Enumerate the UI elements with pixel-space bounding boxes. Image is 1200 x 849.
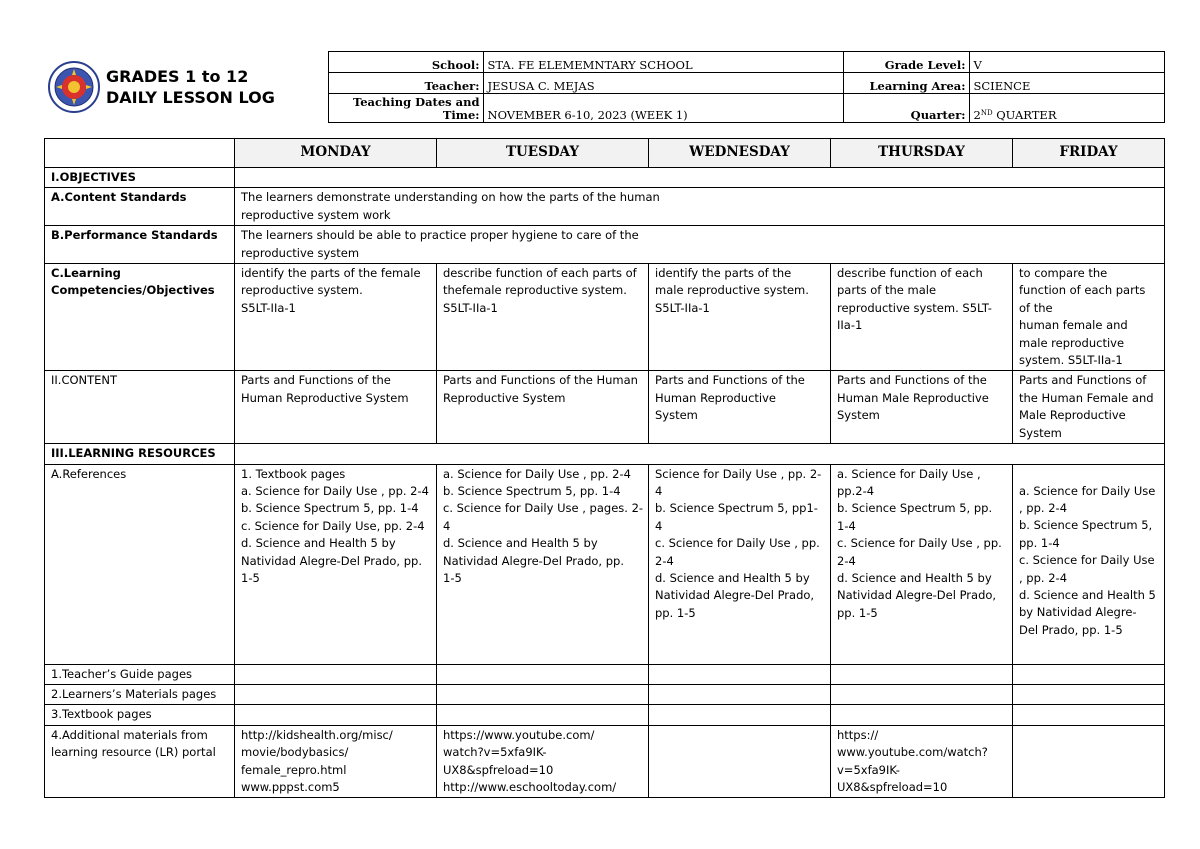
references-friday: a. Science for Daily Use , pp. 2-4 b. Science Spectrum 5, pp. 1-4 c. Science for Daily Use , pp. 2-4 d. Science and Health 5 by Natividad Alegre- Del Prado, pp. 1-5 <box>1013 464 1165 664</box>
references-label: A.References <box>45 464 235 664</box>
title-line-1: GRADES 1 to 12 <box>106 67 249 86</box>
content-monday: Parts and Functions of the Human Reproductive System <box>235 371 437 444</box>
quarter-label: Quarter: <box>843 94 969 123</box>
competency-thursday: describe function of each parts of the male reproductive system. S5LT- IIa-1 <box>831 264 1013 371</box>
header-table <box>44 51 1165 123</box>
blank-header-cell <box>45 139 235 168</box>
content-wednesday: Parts and Functions of the Human Reproductive System <box>649 371 831 444</box>
quarter-number: 2 <box>973 108 981 122</box>
learners-materials-row <box>45 684 1165 704</box>
school-label: School: <box>328 52 483 73</box>
performance-standards-label: B.Performance Standards <box>45 226 235 264</box>
day-header-row <box>45 139 1165 168</box>
references-monday: 1. Textbook pages a. Science for Daily Use , pp. 2-4 b. Science Spectrum 5, pp. 1-4 c. Science for Daily Use, pp. 2-4 d. Science and Health 5 by Natividad Alegre-Del Prado, pp. 1-5 <box>235 464 437 664</box>
quarter-value <box>969 94 1164 123</box>
additional-materials-label: 4.Additional materials from learning resource (LR) portal <box>45 725 235 798</box>
day-tuesday: TUESDAY <box>437 139 649 168</box>
textbook-pages-row <box>45 705 1165 725</box>
logo-cell <box>44 52 328 123</box>
competencies-row <box>45 264 1165 371</box>
content-friday: Parts and Functions of the Human Female and Male Reproductive System <box>1013 371 1165 444</box>
references-thursday: a. Science for Daily Use , pp.2-4 b. Science Spectrum 5, pp. 1-4 c. Science for Daily Use , pp. 2-4 d. Science and Health 5 by Natividad Alegre-Del Prado, pp. 1-5 <box>831 464 1013 664</box>
content-row <box>45 371 1165 444</box>
title-line-2: DAILY LESSON LOG <box>106 88 275 107</box>
teaching-dates-value: NOVEMBER 6-10, 2023 (WEEK 1) <box>483 94 843 123</box>
day-monday: MONDAY <box>235 139 437 168</box>
additional-monday: http://kidshealth.org/misc/ movie/bodybasics/ female_repro.html www.pppst.com5 <box>235 725 437 798</box>
additional-friday <box>1013 725 1165 798</box>
competency-wednesday: identify the parts of the male reproductive system. S5LT-IIa-1 <box>649 264 831 371</box>
learning-area-label: Learning Area: <box>843 73 969 94</box>
competency-tuesday: describe function of each parts of thefemale reproductive system. S5LT-IIa-1 <box>437 264 649 371</box>
additional-tuesday: https://www.youtube.com/ watch?v=5xfa9IK- UX8&spfreload=10 http://www.eschooltoday.com/ <box>437 725 649 798</box>
content-standards-text: The learners demonstrate understanding on how the parts of the human reproductive system work <box>235 188 1165 226</box>
competency-monday: identify the parts of the female reproductive system. S5LT-IIa-1 <box>235 264 437 371</box>
learning-resources-label: III.LEARNING RESOURCES <box>45 444 235 464</box>
content-standards-label: A.Content Standards <box>45 188 235 226</box>
day-friday: FRIDAY <box>1013 139 1165 168</box>
grade-level-value: V <box>969 52 1164 73</box>
competencies-label: C.Learning Competencies/Objectives <box>45 264 235 371</box>
learning-area-value: SCIENCE <box>969 73 1164 94</box>
additional-wednesday <box>649 725 831 798</box>
quarter-text: QUARTER <box>992 108 1057 122</box>
content-label: II.CONTENT <box>45 371 235 444</box>
teachers-guide-row <box>45 664 1165 684</box>
learners-materials-label: 2.Learners’s Materials pages <box>45 684 235 704</box>
objectives-row <box>45 168 1165 188</box>
performance-standards-row <box>45 226 1165 264</box>
school-value: STA. FE ELEMEMNTARY SCHOOL <box>483 52 843 73</box>
references-wednesday: Science for Daily Use , pp. 2- 4 b. Science Spectrum 5, pp1- 4 c. Science for Daily Use , pp. 2-4 d. Science and Health 5 by Natividad Alegre-Del Prado, pp. 1-5 <box>649 464 831 664</box>
grade-level-label: Grade Level: <box>843 52 969 73</box>
textbook-pages-label: 3.Textbook pages <box>45 705 235 725</box>
teacher-label: Teacher: <box>328 73 483 94</box>
teaching-dates-label: Teaching Dates and Time: <box>328 94 483 123</box>
additional-materials-row <box>45 725 1165 798</box>
quarter-suffix: ND <box>980 109 993 117</box>
performance-standards-text: The learners should be able to practice proper hygiene to care of the reproductive system <box>235 226 1165 264</box>
lesson-log-table <box>44 138 1165 798</box>
content-tuesday: Parts and Functions of the Human Reproductive System <box>437 371 649 444</box>
deped-seal-icon <box>48 61 100 113</box>
teacher-value: JESUSA C. MEJAS <box>483 73 843 94</box>
references-tuesday: a. Science for Daily Use , pp. 2-4 b. Science Spectrum 5, pp. 1-4 c. Science for Daily Use , pages. 2- 4 d. Science and Health 5 by Natividad Alegre-Del Prado, pp. 1-5 <box>437 464 649 664</box>
learning-resources-row <box>45 444 1165 464</box>
objectives-label: I.OBJECTIVES <box>45 168 235 188</box>
content-standards-row <box>45 188 1165 226</box>
content-thursday: Parts and Functions of the Human Male Reproductive System <box>831 371 1013 444</box>
additional-thursday: https:// www.youtube.com/watch? v=5xfa9IK- UX8&spfreload=10 <box>831 725 1013 798</box>
references-row <box>45 464 1165 664</box>
day-wednesday: WEDNESDAY <box>649 139 831 168</box>
competency-friday: to compare the function of each parts of the human female and male reproductive system. S5LT-IIa-1 <box>1013 264 1165 371</box>
teachers-guide-label: 1.Teacher’s Guide pages <box>45 664 235 684</box>
day-thursday: THURSDAY <box>831 139 1013 168</box>
